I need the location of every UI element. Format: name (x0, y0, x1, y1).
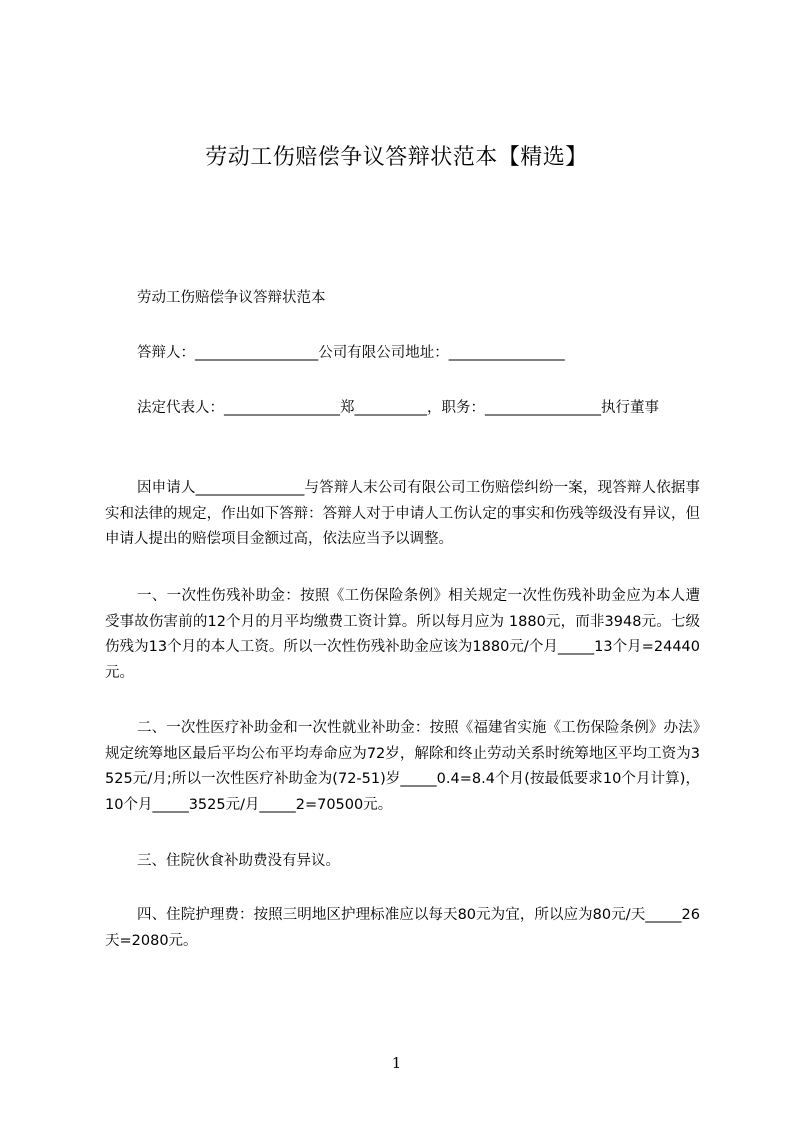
legal-representative-line: 法定代表人：________________郑__________，职务：________________执行董事 (137, 400, 659, 416)
respondent-line: 答辩人：_________________公司有限公司地址：________________ (137, 345, 565, 361)
section-one-disability-subsidy: 一、一次性伤残补助金：按照《工伤保险条例》相关规定一次性伤残补助金应为本人遭受事故伤害前的12个月的月平均缴费工资计算。所以每月应为 1880元，而非3948元。七级伤残为13个月的本人工资。所以一次性伤残补助金应该为1880元/个月_____13个月=24440元。 (105, 588, 700, 681)
section-three-meal-subsidy: 三、住院伙食补助费没有异议。 (137, 853, 340, 869)
intro-paragraph: 因申请人_______________与答辩人末公司有限公司工伤赔偿纠纷一案，现答辩人依据事实和法律的规定，作出如下答辩：答辩人对于申请人工伤认定的事实和伤残等级没有异议，但申请人提出的赔偿项目金额过高，依法应当予以调整。 (105, 480, 700, 547)
subtitle-paragraph: 劳动工伤赔偿争议答辩状范本 (137, 290, 326, 306)
page-number: 1 (391, 1054, 402, 1072)
section-two-medical-employment-subsidy: 二、一次性医疗补助金和一次性就业补助金：按照《福建省实施《工伤保险条例》办法》规定统筹地区最后平均公布平均寿命应为72岁，解除和终止劳动关系时统筹地区平均工资为3525元/月;所以一次性医疗补助金为(72-51)岁_____0.4=8.4个月(按最低要求10个月计算)，10个月_____3525元/月_____2=70500元。 (105, 720, 700, 813)
document-title: 劳动工伤赔偿争议答辩状范本【精选】 (205, 145, 588, 170)
section-four-nursing-fee: 四、住院护理费：按照三明地区护理标准应以每天80元为宜，所以应为80元/天_____26天=2080元。 (105, 907, 700, 949)
